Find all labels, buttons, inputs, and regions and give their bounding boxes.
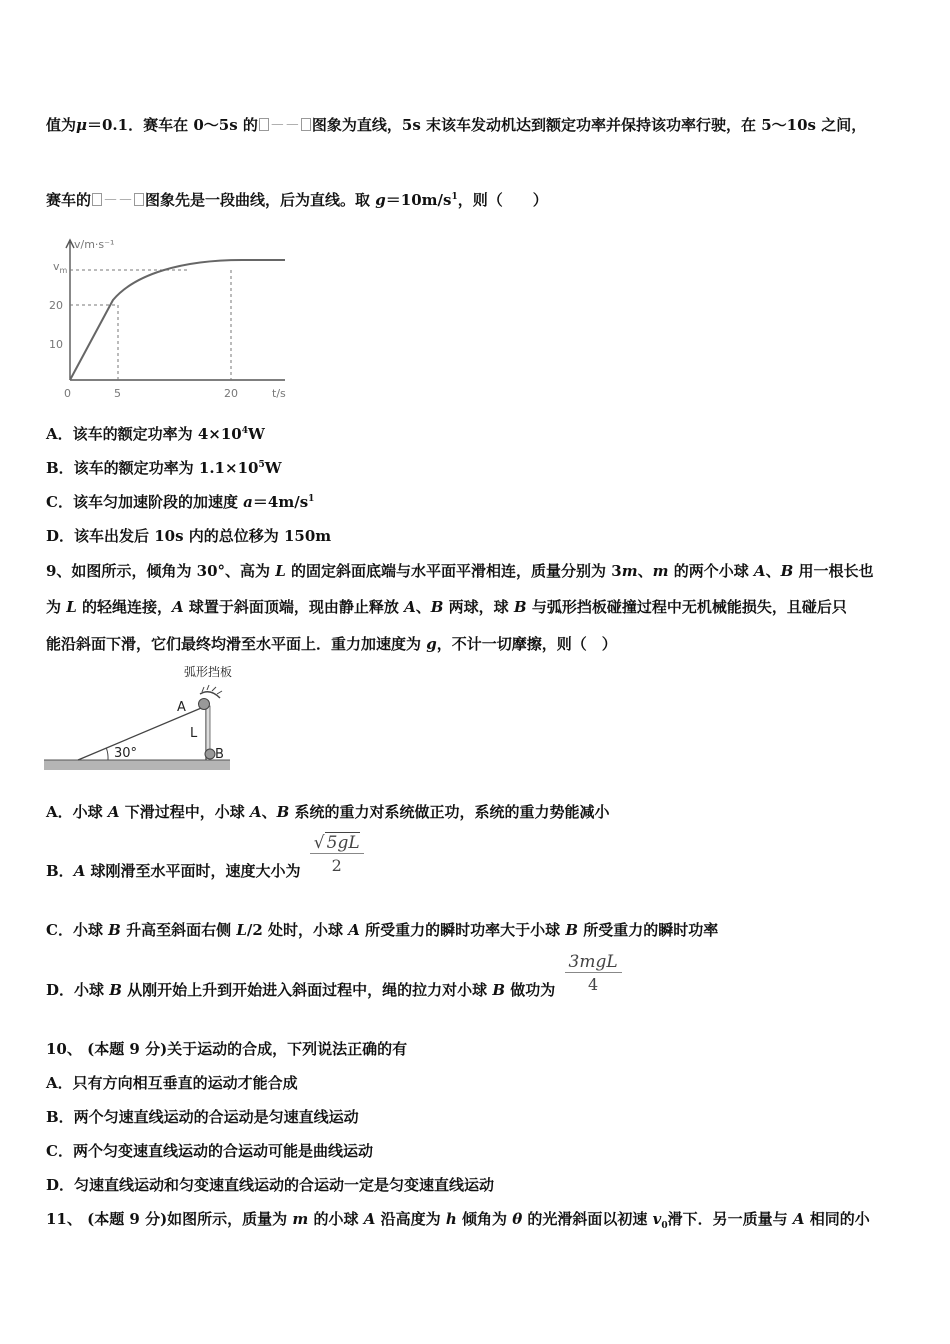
q10-stem: 10、 (本题 9 分)关于运动的合成，下列说法正确的有	[46, 1040, 408, 1058]
rope	[206, 706, 210, 752]
arc-barrier-icon	[200, 692, 220, 698]
angle-label: 30°	[114, 746, 138, 761]
label-l: L	[190, 726, 198, 741]
q8-option-d: D．该车出发后 10s 内的总位移为 150m	[46, 527, 332, 545]
x-tick-label: 20	[224, 387, 238, 400]
ball-a	[199, 699, 210, 710]
q8-option-b: B．该车的额定功率为 $1.1\times 10^5W$	[46, 459, 282, 477]
missing-glyph-icon	[259, 118, 269, 131]
fraction-sqrt5gl-over-2: $\frac{√ 5gL}{2}$	[310, 833, 364, 876]
q10-option-a: A．只有方向相互垂直的运动才能合成	[46, 1074, 298, 1092]
missing-glyph-icon	[92, 193, 102, 206]
q9-stem-line-2: 为 L 的轻绳连接，A 球置于斜面顶端，现由静止释放 A、B 两球，球 B 与弧形挡板碰撞过程中无机械能损失，且碰后只	[46, 598, 847, 616]
label-b: B	[215, 747, 224, 762]
q8-line-2: 赛车的 －－ 图象先是一段曲线，后为直线。取 $g=10m/s^1$，则（ ）	[46, 191, 548, 209]
x-tick-label: 5	[114, 387, 121, 400]
q10-option-d: D．匀速直线运动和匀变速直线运动的合运动一定是匀变速直线运动	[46, 1176, 495, 1194]
q9-option-c: C．小球 B 升高至斜面右侧 L/2 处时，小球 A 所受重力的瞬时功率大于小球 B 所受重力的瞬时功率	[46, 921, 719, 939]
ball-b	[205, 749, 215, 759]
q9-option-d: D．小球 B 从刚开始上升到开始进入斜面过程中，绳的拉力对小球 B 做功为 $\frac{\text{3mgL}}{4}$	[46, 980, 622, 1000]
fraction-3mgl-over-4: $\frac{\text{3mgL}}{4}$	[565, 952, 622, 995]
q9-stem-line-1: 9、如图所示，倾角为 30°、高为 L 的固定斜面底端与水平面平滑相连，质量分别为 3m、m 的两个小球 A、B 用一根长也	[46, 562, 874, 580]
incline-figure	[44, 660, 234, 774]
velocity-curve	[70, 260, 285, 380]
x-tick-label: 0	[64, 387, 71, 400]
barrier-label: 弧形挡板	[184, 665, 233, 679]
q9-option-a: A．小球 A 下滑过程中，小球 A、B 系统的重力对系统做正功，系统的重力势能减小	[46, 803, 610, 821]
y-tick-label: 10	[49, 338, 63, 351]
q10-option-b: B．两个匀速直线运动的合运动是匀速直线运动	[46, 1108, 359, 1126]
ground	[44, 760, 230, 770]
vt-graph	[40, 236, 300, 404]
q8-option-c: C．该车匀加速阶段的加速度 $a=4m/s^1$	[46, 493, 315, 511]
vm-label: $v_m$	[53, 260, 68, 275]
missing-glyph-icon	[134, 193, 144, 206]
x-axis-label: t/s	[272, 387, 286, 400]
angle-arc	[107, 749, 109, 761]
y-tick-label: 20	[49, 299, 63, 312]
incline	[78, 706, 206, 760]
q8-option-a: A．该车的额定功率为 $4\times 10^4W$	[46, 425, 265, 443]
q9-stem-line-3: 能沿斜面下滑，它们最终均滑至水平面上．重力加速度为 g，不计一切摩擦，则（ ）	[46, 635, 617, 653]
q11-stem: 11、 (本题 9 分)如图所示，质量为 m 的小球 A 沿高度为 h 倾角为 θ 的光滑斜面以初速 $v_0$滑下．另一质量与 A 相同的小	[46, 1210, 870, 1231]
label-a: A	[177, 700, 186, 715]
missing-glyph-icon	[301, 118, 311, 131]
q10-option-c: C．两个匀变速直线运动的合运动可能是曲线运动	[46, 1142, 373, 1160]
q9-option-b: B．A 球刚滑至水平面时，速度大小为 $\frac{√ 5gL}{2}$	[46, 861, 364, 881]
q8-line-1: 值为μ＝0.1．赛车在 0～5s 的 －－ 图象为直线，5s 末该车发动机达到额定功率并保持该功率行驶，在 5～10s 之间，	[46, 116, 867, 134]
y-axis-label: v/m·s⁻¹	[74, 238, 115, 251]
